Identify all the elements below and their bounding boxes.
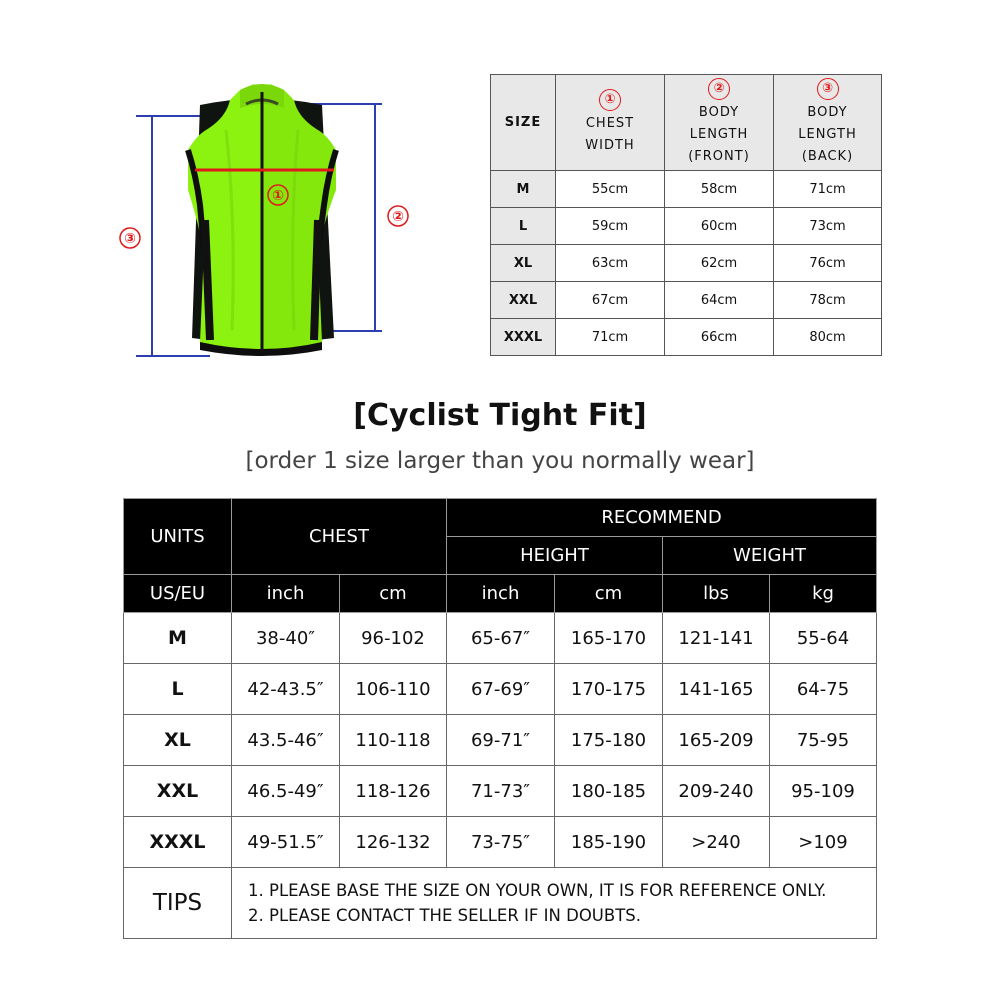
height-header: HEIGHT [447, 537, 663, 575]
marker-1-label: ① [272, 188, 284, 204]
height-inch-cell: 65-67″ [447, 613, 555, 664]
height-inch-cell: 73-75″ [447, 817, 555, 868]
table-row [124, 664, 877, 715]
table-row [124, 766, 877, 817]
body-length-front-header [665, 75, 774, 171]
size-cell: M [124, 613, 232, 664]
chest-inch-cell: 38-40″ [232, 613, 340, 664]
table-row [124, 817, 877, 868]
chest-inch-cell: 46.5-49″ [232, 766, 340, 817]
tips-row [124, 868, 877, 939]
weight-kg-cell: 55-64 [770, 613, 877, 664]
chest-cm-cell: 106-110 [340, 664, 447, 715]
measure-row [491, 245, 882, 282]
size-header: SIZE [491, 75, 556, 171]
front-length-cell: 60cm [665, 208, 774, 245]
chest-width-cell: 59cm [556, 208, 665, 245]
chest-cm-cell: 110-118 [340, 715, 447, 766]
measure-row [491, 319, 882, 356]
size-cell: XXXL [491, 319, 556, 356]
marker-3 [120, 228, 140, 248]
units-row [124, 575, 877, 613]
unit-weight-kg: kg [770, 575, 877, 613]
weight-lbs-cell: 209-240 [663, 766, 770, 817]
chest-width-header-line2: WIDTH [585, 137, 635, 153]
measure-table-header [491, 75, 882, 171]
size-cell: XXL [124, 766, 232, 817]
back-header-line3: (BACK) [801, 148, 854, 164]
cycling-vest-image [188, 84, 336, 356]
fit-title: [Cyclist Tight Fit] [353, 398, 647, 433]
weight-lbs-cell: 141-165 [663, 664, 770, 715]
measure-row [491, 171, 882, 208]
recommend-header-row-1 [124, 499, 877, 537]
marker-2 [388, 206, 408, 226]
marker-3-badge: ③ [817, 78, 839, 100]
chest-cm-cell: 118-126 [340, 766, 447, 817]
unit-chest-inch: inch [232, 575, 340, 613]
chest-header: CHEST [232, 499, 447, 575]
weight-lbs-cell: 165-209 [663, 715, 770, 766]
fit-subtitle: [order 1 size larger than you normally wear] [245, 448, 755, 474]
front-length-cell: 66cm [665, 319, 774, 356]
marker-1-badge: ① [599, 89, 621, 111]
chest-width-header-line1: CHEST [585, 115, 635, 131]
weight-lbs-cell: 121-141 [663, 613, 770, 664]
size-cell: XL [124, 715, 232, 766]
height-cm-cell: 170-175 [555, 664, 663, 715]
unit-height-inch: inch [447, 575, 555, 613]
chest-width-cell: 63cm [556, 245, 665, 282]
units-header: UNITS [124, 499, 232, 575]
tip-1: 1. PLEASE BASE THE SIZE ON YOUR OWN, IT IS FOR REFERENCE ONLY. [248, 881, 827, 900]
size-cell: XXXL [124, 817, 232, 868]
recommend-header: RECOMMEND [447, 499, 877, 537]
size-recommendation-table [123, 498, 877, 939]
height-cm-cell: 175-180 [555, 715, 663, 766]
unit-height-cm: cm [555, 575, 663, 613]
back-length-cell: 76cm [774, 245, 882, 282]
garment-measurement-table [490, 74, 882, 356]
front-length-cell: 64cm [665, 282, 774, 319]
table-row [124, 715, 877, 766]
weight-header: WEIGHT [663, 537, 877, 575]
height-inch-cell: 67-69″ [447, 664, 555, 715]
size-cell: L [491, 208, 556, 245]
front-length-cell: 62cm [665, 245, 774, 282]
chest-inch-cell: 49-51.5″ [232, 817, 340, 868]
front-length-cell: 58cm [665, 171, 774, 208]
marker-2-label: ② [392, 209, 404, 225]
measure-row [491, 208, 882, 245]
chest-width-cell: 67cm [556, 282, 665, 319]
height-cm-cell: 180-185 [555, 766, 663, 817]
body-length-back-header [774, 75, 882, 171]
table-row [124, 613, 877, 664]
marker-3-label: ③ [124, 231, 136, 247]
chest-inch-cell: 42-43.5″ [232, 664, 340, 715]
chest-inch-cell: 43.5-46″ [232, 715, 340, 766]
front-header-line2: LENGTH [689, 126, 749, 142]
chest-width-cell: 55cm [556, 171, 665, 208]
tips-label: TIPS [124, 868, 232, 939]
unit-chest-cm: cm [340, 575, 447, 613]
weight-kg-cell: >109 [770, 817, 877, 868]
chest-cm-cell: 96-102 [340, 613, 447, 664]
height-cm-cell: 165-170 [555, 613, 663, 664]
weight-kg-cell: 64-75 [770, 664, 877, 715]
size-cell: L [124, 664, 232, 715]
weight-kg-cell: 95-109 [770, 766, 877, 817]
height-inch-cell: 71-73″ [447, 766, 555, 817]
size-cell: XL [491, 245, 556, 282]
height-inch-cell: 69-71″ [447, 715, 555, 766]
weight-lbs-cell: >240 [663, 817, 770, 868]
vest-illustration [0, 0, 480, 380]
back-header-line2: LENGTH [798, 126, 857, 142]
tips-text [232, 868, 877, 939]
chest-cm-cell: 126-132 [340, 817, 447, 868]
back-length-cell: 71cm [774, 171, 882, 208]
back-length-cell: 73cm [774, 208, 882, 245]
back-length-cell: 78cm [774, 282, 882, 319]
chest-width-cell: 71cm [556, 319, 665, 356]
tip-2: 2. PLEASE CONTACT THE SELLER IF IN DOUBTS. [248, 906, 641, 925]
front-header-line3: (FRONT) [688, 148, 750, 164]
height-cm-cell: 185-190 [555, 817, 663, 868]
chest-width-header [556, 75, 665, 171]
weight-kg-cell: 75-95 [770, 715, 877, 766]
back-header-line1: BODY [807, 104, 848, 120]
back-length-cell: 80cm [774, 319, 882, 356]
size-cell: XXL [491, 282, 556, 319]
size-cell: M [491, 171, 556, 208]
measure-row [491, 282, 882, 319]
unit-us-eu: US/EU [124, 575, 232, 613]
unit-weight-lbs: lbs [663, 575, 770, 613]
front-header-line1: BODY [698, 104, 740, 120]
marker-2-badge: ② [708, 78, 730, 100]
